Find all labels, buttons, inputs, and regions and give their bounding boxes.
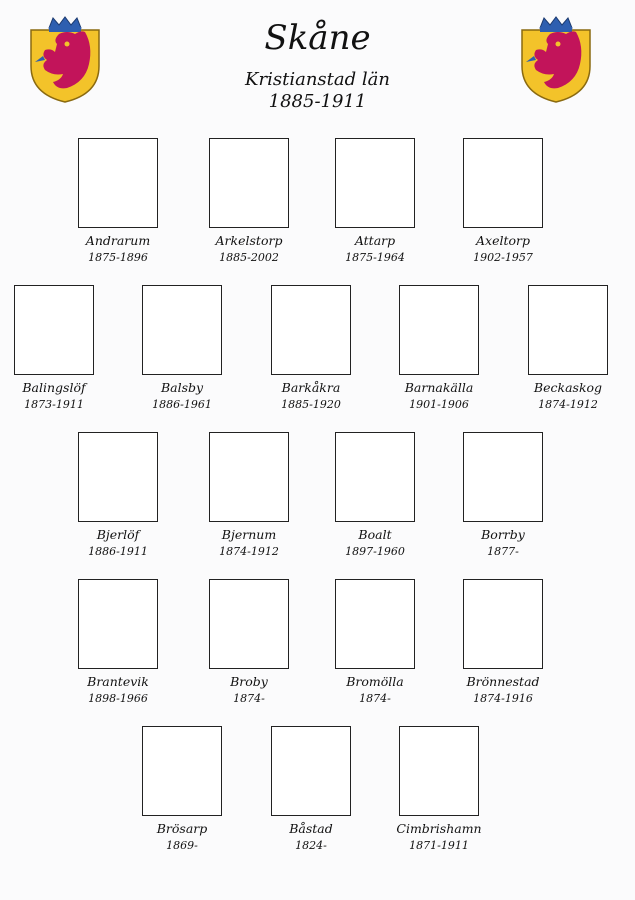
slot-name: Borrby [481,527,525,542]
slot-name: Brösarp [156,821,208,836]
slot-years: 1897-1960 [345,545,405,558]
slot-name: Beckaskog [533,380,603,395]
stamp-box[interactable] [209,432,289,522]
stamp-box[interactable] [271,726,351,816]
stamp-box[interactable] [78,138,158,228]
slot-years: 1875-1896 [88,251,148,264]
stamp-box[interactable] [463,579,543,669]
stamp-box[interactable] [463,432,543,522]
slot-name: Andrarum [85,233,151,248]
slot-name: Balsby [160,380,204,395]
stamp-box[interactable] [209,579,289,669]
stamp-box[interactable] [399,285,479,375]
slot-name: Cimbrishamn [396,821,482,836]
slot-years: 1874- [233,692,265,705]
slot-years: 1871-1911 [409,839,469,852]
slot-years: 1898-1966 [88,692,148,705]
stamp-box[interactable] [335,138,415,228]
slot-years: 1874-1912 [538,398,598,411]
slot-years: 1873-1911 [24,398,84,411]
slot-name: Broby [230,674,268,689]
slot-years: 1875-1964 [345,251,405,264]
stamp-box[interactable] [335,579,415,669]
stamp-box[interactable] [399,726,479,816]
slot-years: 1885-2002 [219,251,279,264]
slot-years: 1874- [359,692,391,705]
slot-name: Bjerlöf [96,527,140,542]
slot-years: 1874-1912 [219,545,279,558]
stamp-box[interactable] [78,579,158,669]
slot-years: 1869- [166,839,198,852]
slot-name: Axeltorp [476,233,530,248]
slot-years: 1902-1957 [473,251,533,264]
slot-name: Bromölla [346,674,404,689]
slot-name: Balingslöf [22,380,86,395]
stamp-box[interactable] [142,726,222,816]
stamp-box[interactable] [209,138,289,228]
slot-name: Bjernum [221,527,277,542]
slot-years: 1886-1911 [88,545,148,558]
slot-name: Brönnestad [466,674,540,689]
slot-name: Boalt [358,527,392,542]
page-period: 1885-1911 [268,91,367,112]
stamp-box[interactable] [463,138,543,228]
slot-years: 1885-1920 [281,398,341,411]
slot-name: Arkelstorp [215,233,283,248]
slot-years: 1874-1916 [473,692,533,705]
slot-name: Barnakälla [404,380,474,395]
slot-name: Brantevik [87,674,149,689]
stamp-box[interactable] [528,285,608,375]
slot-years: 1886-1961 [152,398,212,411]
slot-years: 1824- [295,839,327,852]
slot-name: Båstad [289,821,333,836]
stamp-box[interactable] [142,285,222,375]
page-subtitle: Kristianstad län [245,69,390,90]
stamp-box[interactable] [271,285,351,375]
stamp-box[interactable] [78,432,158,522]
slot-name: Barkåkra [281,380,341,395]
page-title: Skåne [264,18,371,58]
slot-name: Attarp [354,233,396,248]
stamp-box[interactable] [335,432,415,522]
slot-years: 1901-1906 [409,398,469,411]
stamp-box[interactable] [14,285,94,375]
slot-years: 1877- [487,545,519,558]
